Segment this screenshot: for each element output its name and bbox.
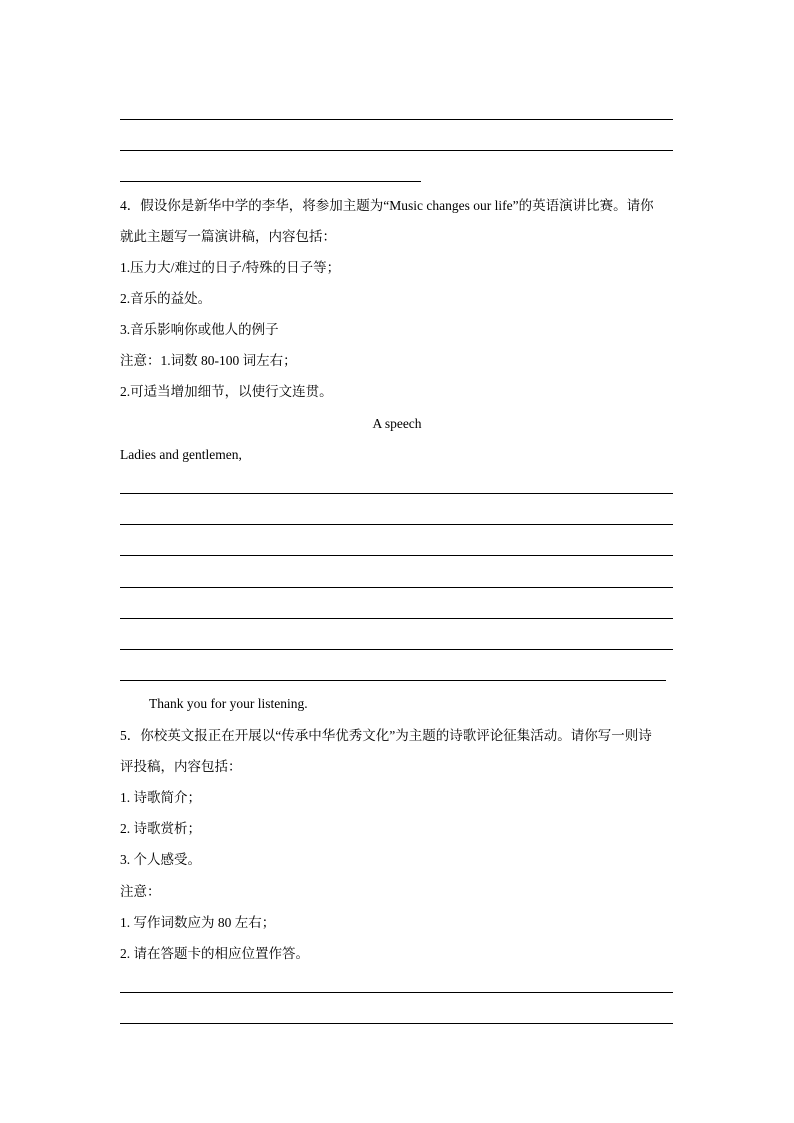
answer-line: [120, 493, 673, 494]
q4-prompt-line1: 4．假设你是新华中学的李华，将参加主题为“Music changes our life”的英语演讲比赛。请你: [120, 198, 654, 213]
q5-note: 1. 写作词数应为 80 左右；: [120, 915, 276, 930]
q4-item: 3.音乐影响你或他人的例子: [120, 322, 279, 337]
q4-note: 2.可适当增加细节，以使行文连贯。: [120, 384, 333, 399]
answer-line: [120, 992, 673, 993]
q5-prompt-line1: 5．你校英文报正在开展以“传承中华优秀文化”为主题的诗歌评论征集活动。请你写一则诗: [120, 728, 652, 743]
q5-item: 2. 诗歌赏析；: [120, 821, 201, 836]
q4-item: 1.压力大/难过的日子/特殊的日子等；: [120, 260, 341, 275]
speech-title: A speech: [372, 416, 422, 431]
q5-item: 3. 个人感受。: [120, 852, 201, 867]
q4-prompt-line2: 就此主题写一篇演讲稿，内容包括：: [120, 229, 336, 244]
answer-line: [120, 181, 421, 182]
speech-greeting: Ladies and gentlemen,: [120, 447, 242, 462]
answer-line: [120, 680, 666, 681]
q5-item: 1. 诗歌简介；: [120, 790, 201, 805]
speech-closing: Thank you for your listening.: [149, 696, 308, 711]
q5-note: 2. 请在答题卡的相应位置作答。: [120, 946, 309, 961]
answer-line: [120, 587, 673, 588]
answer-line: [120, 649, 673, 650]
answer-line: [120, 618, 673, 619]
q4-item: 2.音乐的益处。: [120, 291, 212, 306]
answer-line: [120, 150, 673, 151]
q4-note: 注意：1.词数 80-100 词左右；: [120, 353, 297, 368]
answer-line: [120, 555, 673, 556]
answer-line: [120, 524, 673, 525]
answer-line: [120, 119, 673, 120]
q5-prompt-line2: 评投稿，内容包括：: [120, 759, 242, 774]
q5-notes-heading: 注意：: [120, 884, 161, 899]
answer-line: [120, 1023, 673, 1024]
